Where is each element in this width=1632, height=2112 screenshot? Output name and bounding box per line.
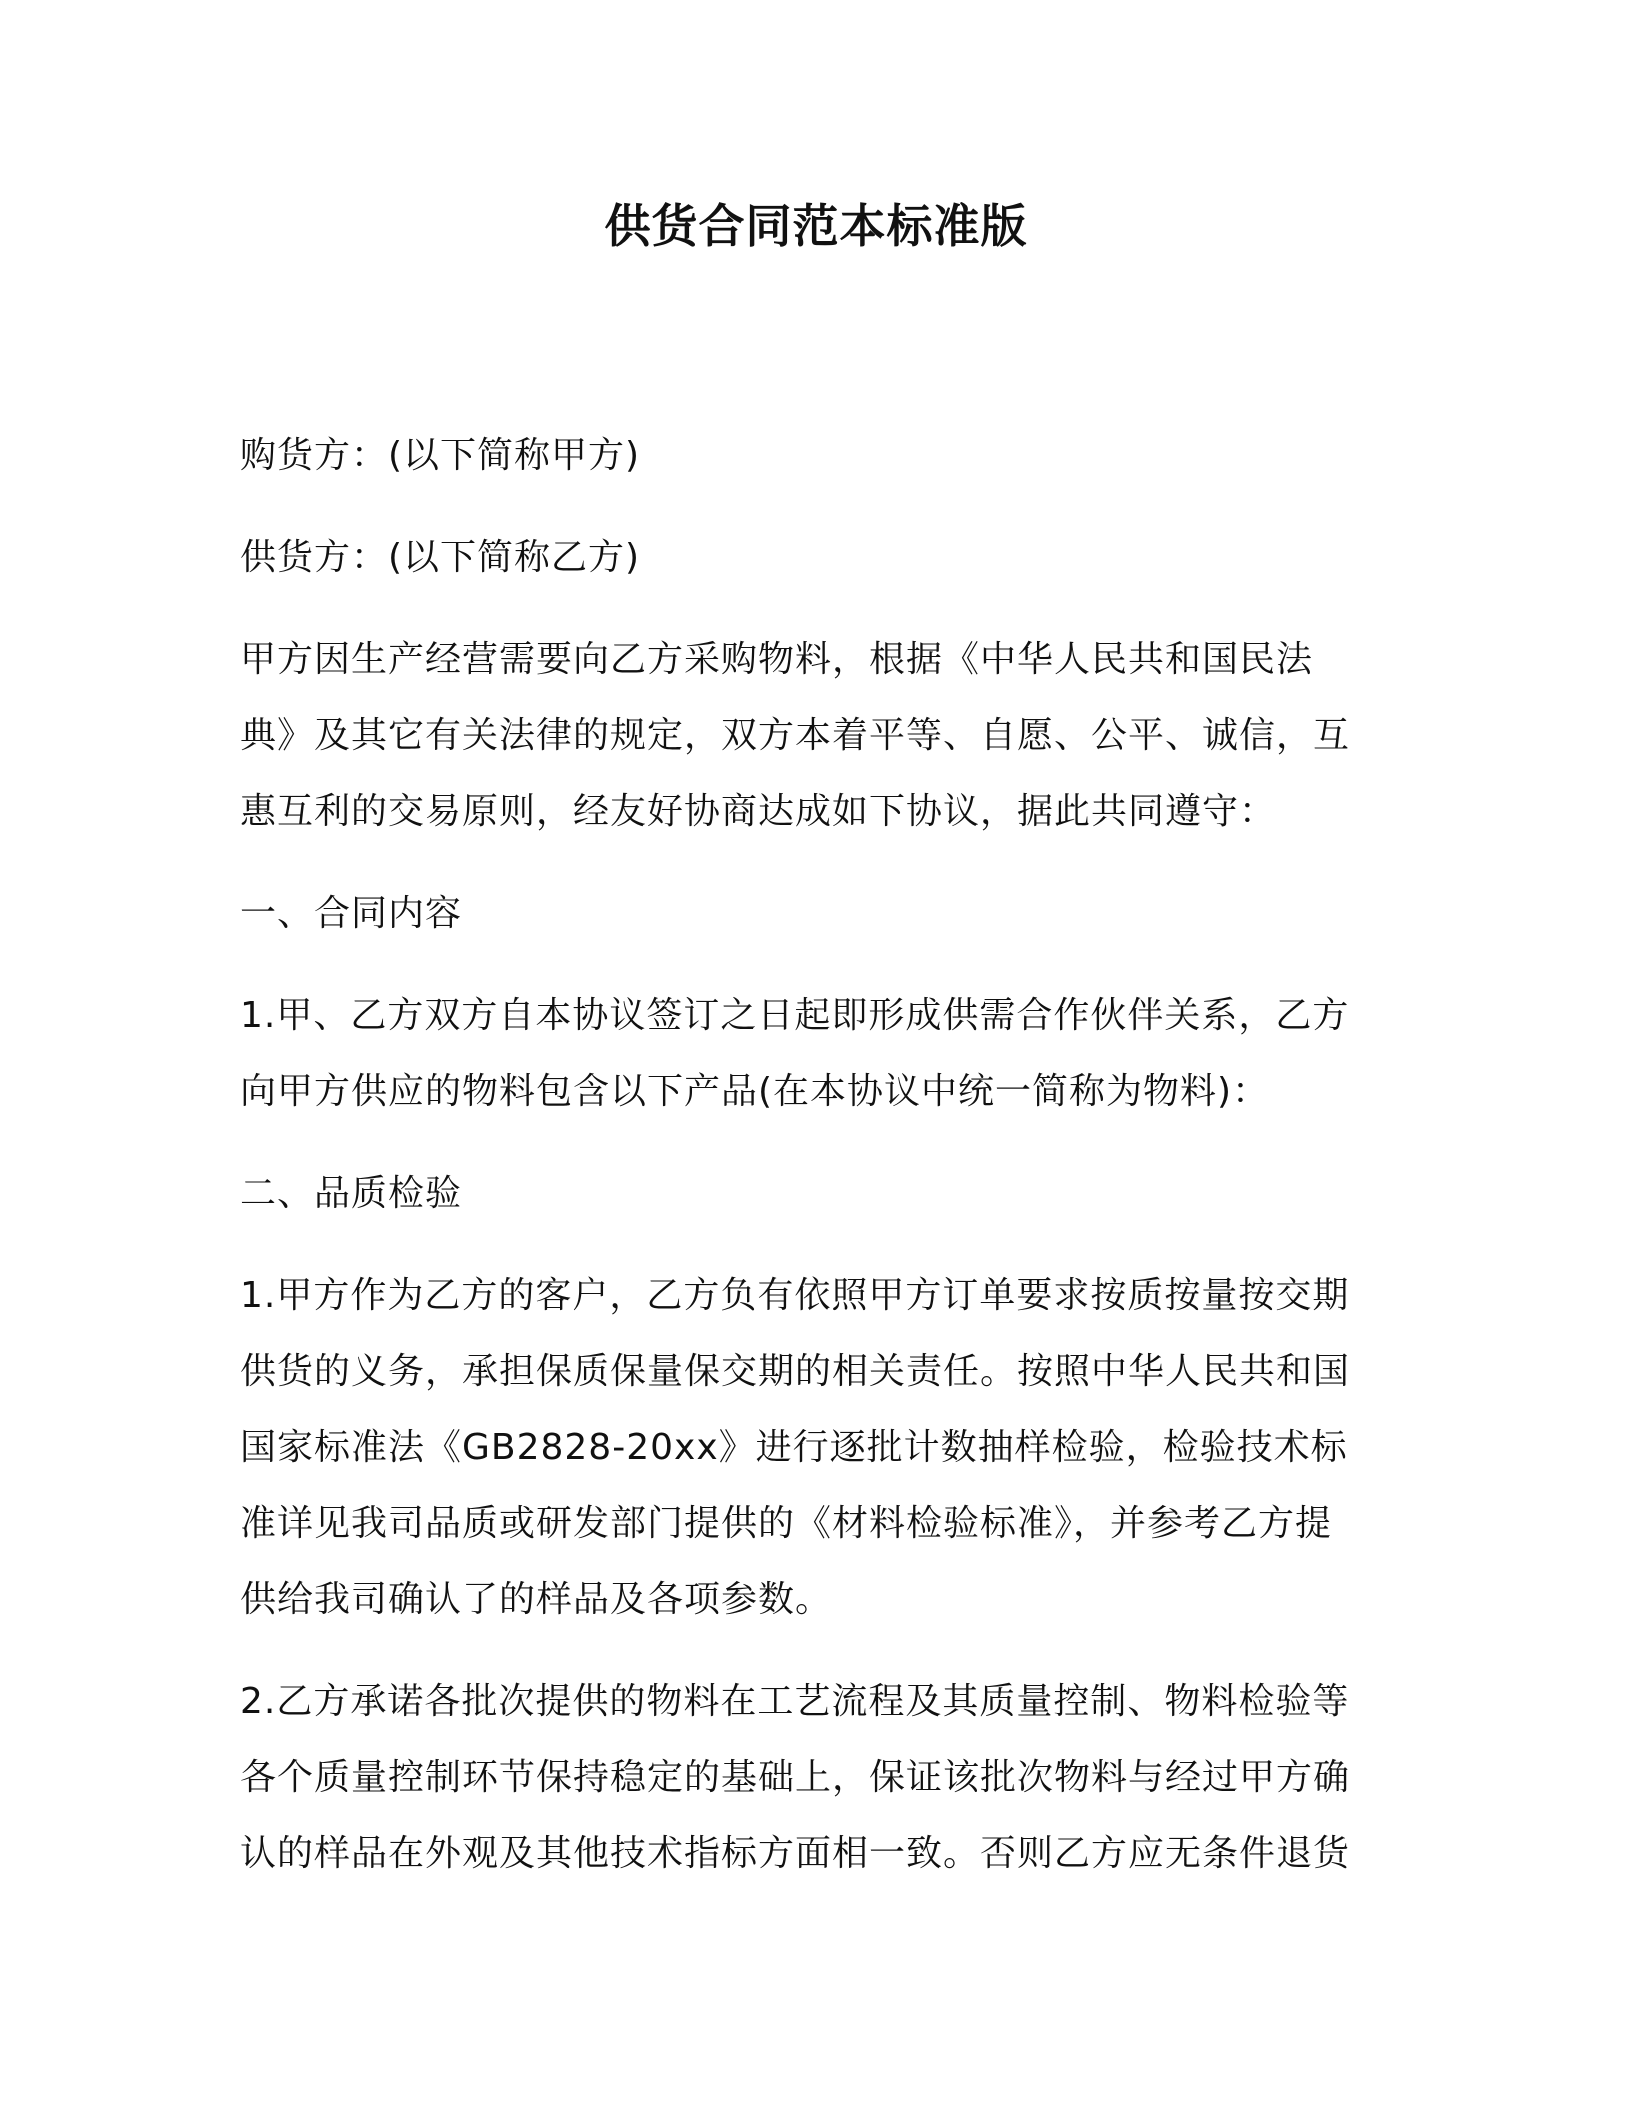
- clause-2-1: 1.甲方作为乙方的客户，乙方负有依照甲方订单要求按质按量按交期供货的义务，承担保质保量保交期的相关责任。按照中华人民共和国国家标准法《GB2828-20xx》进行逐批计数抽样检验，检验技术标准详见我司品质或研发部门提供的《材料检验标准》，并参考乙方提供给我司确认了的样品及各项参数。: [240, 1275, 1351, 1620]
- document-title: 供货合同范本标准版: [604, 199, 1028, 253]
- clause-2-2: 2.乙方承诺各批次提供的物料在工艺流程及其质量控制、物料检验等各个质量控制环节保持稳定的基础上，保证该批次物料与经过甲方确认的样品在外观及其他技术指标方面相一致。否则乙方应无条件退货: [240, 1681, 1351, 1874]
- document-body: [240, 418, 1360, 1918]
- section-heading-contract-content: 一、合同内容: [240, 893, 463, 934]
- preamble-paragraph: 甲方因生产经营需要向乙方采购物料，根据《中华人民共和国民法典》及其它有关法律的规定，双方本着平等、自愿、公平、诚信，互惠互利的交易原则，经友好协商达成如下协议，据此共同遵守：: [240, 639, 1351, 832]
- section-heading-quality-inspection: 二、品质检验: [240, 1173, 463, 1214]
- supplier-party-line: 供货方：(以下简称乙方): [240, 537, 641, 578]
- buyer-party-line: 购货方：(以下简称甲方): [240, 435, 641, 476]
- clause-1-1: 1.甲、乙方双方自本协议签订之日起即形成供需合作伙伴关系，乙方向甲方供应的物料包含以下产品(在本协议中统一简称为物料)：: [240, 995, 1350, 1112]
